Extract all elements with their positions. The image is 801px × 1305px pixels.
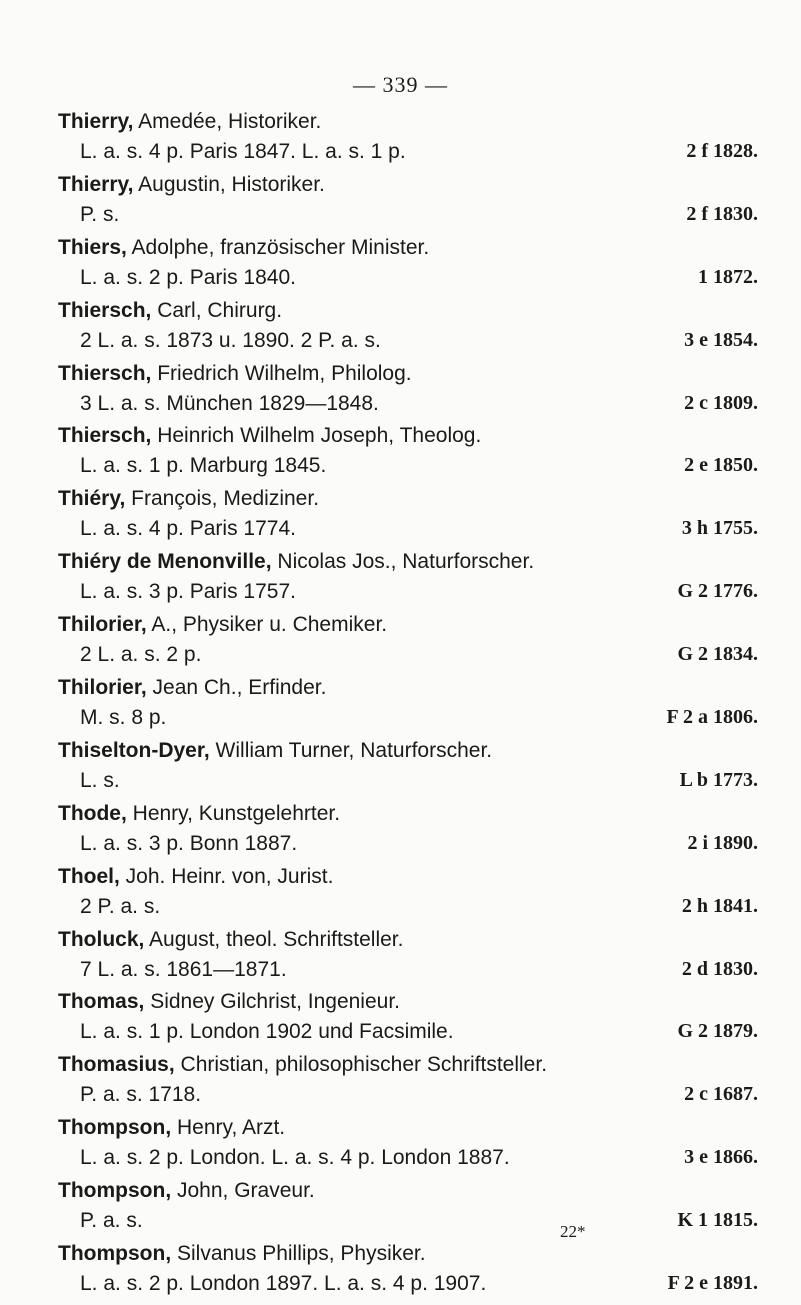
entry-detail: 2 L. a. s. 1873 u. 1890. 2 P. a. s. bbox=[80, 328, 381, 352]
entry-detail: L. a. s. 3 p. Paris 1757. bbox=[80, 580, 296, 604]
entry-name: Thiéry de Menonville, bbox=[58, 550, 272, 574]
entry-detail: L. a. s. 2 p. London. L. a. s. 4 p. London 1887. bbox=[80, 1146, 510, 1170]
entry-name: Tholuck, bbox=[58, 927, 145, 951]
entry-description: Adolphe, französischer Minister. bbox=[126, 235, 430, 259]
catalog-entry bbox=[58, 1116, 758, 1179]
catalog-entry bbox=[58, 487, 758, 550]
entry-description: William Turner, Naturforscher. bbox=[209, 738, 493, 762]
entry-code: 2 e 1850. bbox=[684, 454, 758, 477]
entry-detail: L. a. s. 3 p. Bonn 1887. bbox=[80, 831, 298, 855]
entry-code: G 2 1879. bbox=[677, 1020, 758, 1043]
entry-description: Carl, Chirurg. bbox=[151, 298, 283, 322]
entry-name: Thilorier, bbox=[58, 676, 147, 700]
entry-name: Thode, bbox=[58, 801, 127, 825]
entry-code: F 2 e 1891. bbox=[667, 1272, 758, 1295]
entry-name: Thompson, bbox=[58, 1242, 172, 1266]
catalog-entry bbox=[58, 1242, 758, 1305]
catalog-entry bbox=[58, 173, 758, 236]
catalog-entry bbox=[58, 739, 758, 802]
entry-description: Jean Ch., Erfinder. bbox=[146, 676, 327, 700]
entry-description: Henry, Arzt. bbox=[171, 1116, 286, 1140]
catalog-entry bbox=[58, 1053, 758, 1116]
entry-detail: L. s. bbox=[80, 768, 120, 792]
entry-code: L b 1773. bbox=[679, 768, 758, 791]
catalog-entry bbox=[58, 990, 758, 1053]
catalog-entry bbox=[58, 236, 758, 299]
entry-description: Heinrich Wilhelm Joseph, Theolog. bbox=[151, 424, 482, 448]
entry-detail: 7 L. a. s. 1861—1871. bbox=[80, 957, 287, 981]
catalog-entries bbox=[58, 110, 758, 1305]
entry-code: 2 d 1830. bbox=[681, 957, 758, 980]
entry-detail: P. s. bbox=[80, 202, 120, 226]
entry-description: Sidney Gilchrist, Ingenieur. bbox=[144, 990, 400, 1014]
catalog-entry bbox=[58, 1179, 758, 1242]
entry-detail: L. a. s. 2 p. London 1897. L. a. s. 4 p. 1907. bbox=[80, 1272, 487, 1296]
entry-name: Thomasius, bbox=[58, 1053, 175, 1077]
entry-description: Joh. Heinr. von, Jurist. bbox=[119, 864, 334, 888]
entry-description: Henry, Kunstgelehrter. bbox=[126, 801, 341, 825]
entry-detail: L. a. s. 4 p. Paris 1847. L. a. s. 1 p. bbox=[80, 140, 406, 163]
signature-mark: 22* bbox=[560, 1222, 586, 1241]
page-number: — 339 — bbox=[353, 72, 448, 97]
entry-name: Thiéry, bbox=[58, 487, 126, 511]
entry-description: John, Graveur. bbox=[171, 1179, 315, 1203]
entry-description: Amedée, Historiker. bbox=[133, 110, 322, 133]
entry-name: Thierry, bbox=[58, 110, 134, 133]
entry-detail: P. a. s. 1718. bbox=[80, 1083, 202, 1107]
entry-description: François, Mediziner. bbox=[125, 487, 320, 511]
entry-detail: P. a. s. bbox=[80, 1209, 143, 1233]
entry-code: 2 c 1687. bbox=[684, 1083, 758, 1106]
catalog-entry bbox=[58, 299, 758, 362]
catalog-entry bbox=[58, 676, 758, 739]
entry-detail: L. a. s. 1 p. London 1902 und Facsimile. bbox=[80, 1020, 454, 1044]
catalog-entry bbox=[58, 613, 758, 676]
entry-description: A., Physiker u. Chemiker. bbox=[146, 613, 388, 637]
entry-code: 2 c 1809. bbox=[684, 391, 758, 414]
entry-code: G 2 1776. bbox=[677, 580, 758, 603]
entry-description: Augustin, Historiker. bbox=[133, 172, 325, 196]
entry-detail: L. a. s. 1 p. Marburg 1845. bbox=[80, 454, 327, 478]
entry-code: 3 e 1866. bbox=[684, 1146, 758, 1169]
entry-description: Friedrich Wilhelm, Philolog. bbox=[151, 361, 412, 385]
entry-code: G 2 1834. bbox=[677, 643, 758, 666]
entry-name: Thompson, bbox=[58, 1116, 172, 1140]
entry-code: 2 f 1828. bbox=[686, 140, 758, 162]
entry-detail: 2 P. a. s. bbox=[80, 894, 161, 918]
entry-name: Thoel, bbox=[58, 864, 120, 888]
entry-description: Christian, philosophischer Schriftsteller. bbox=[174, 1053, 548, 1077]
entry-code: 2 f 1830. bbox=[686, 202, 758, 225]
entry-name: Thierry, bbox=[58, 172, 134, 196]
entry-description: Silvanus Phillips, Physiker. bbox=[171, 1242, 426, 1266]
entry-detail: 3 L. a. s. München 1829—1848. bbox=[80, 391, 379, 415]
entry-detail: L. a. s. 4 p. Paris 1774. bbox=[80, 517, 296, 541]
entry-detail: L. a. s. 2 p. Paris 1840. bbox=[80, 265, 296, 289]
entry-name: Thomas, bbox=[58, 990, 145, 1014]
entry-description: August, theol. Schriftsteller. bbox=[144, 927, 404, 951]
entry-detail: 2 L. a. s. 2 p. bbox=[80, 643, 202, 667]
entry-code: 1 1872. bbox=[698, 265, 758, 288]
entry-description: Nicolas Jos., Naturforscher. bbox=[271, 550, 535, 574]
entry-name: Thompson, bbox=[58, 1179, 172, 1203]
entry-code: 2 i 1890. bbox=[687, 831, 758, 854]
entry-detail: M. s. 8 p. bbox=[80, 706, 167, 730]
catalog-entry bbox=[58, 550, 758, 613]
entry-name: Thiersch, bbox=[58, 298, 152, 322]
entry-name: Thiersch, bbox=[58, 361, 152, 385]
catalog-entry bbox=[58, 928, 758, 991]
entry-code: F 2 a 1806. bbox=[666, 706, 758, 729]
entry-name: Thiers, bbox=[58, 235, 127, 259]
catalog-entry bbox=[58, 362, 758, 425]
entry-code: 3 h 1755. bbox=[681, 517, 758, 540]
entry-name: Thiselton-Dyer, bbox=[58, 738, 210, 762]
catalog-entry bbox=[58, 110, 758, 173]
entry-code: K 1 1815. bbox=[677, 1209, 758, 1232]
entry-code: 2 h 1841. bbox=[681, 894, 758, 917]
entry-code: 3 e 1854. bbox=[684, 328, 758, 351]
catalog-entry bbox=[58, 802, 758, 865]
entry-name: Thilorier, bbox=[58, 613, 147, 637]
catalog-entry bbox=[58, 865, 758, 928]
entry-name: Thiersch, bbox=[58, 424, 152, 448]
catalog-entry bbox=[58, 424, 758, 487]
